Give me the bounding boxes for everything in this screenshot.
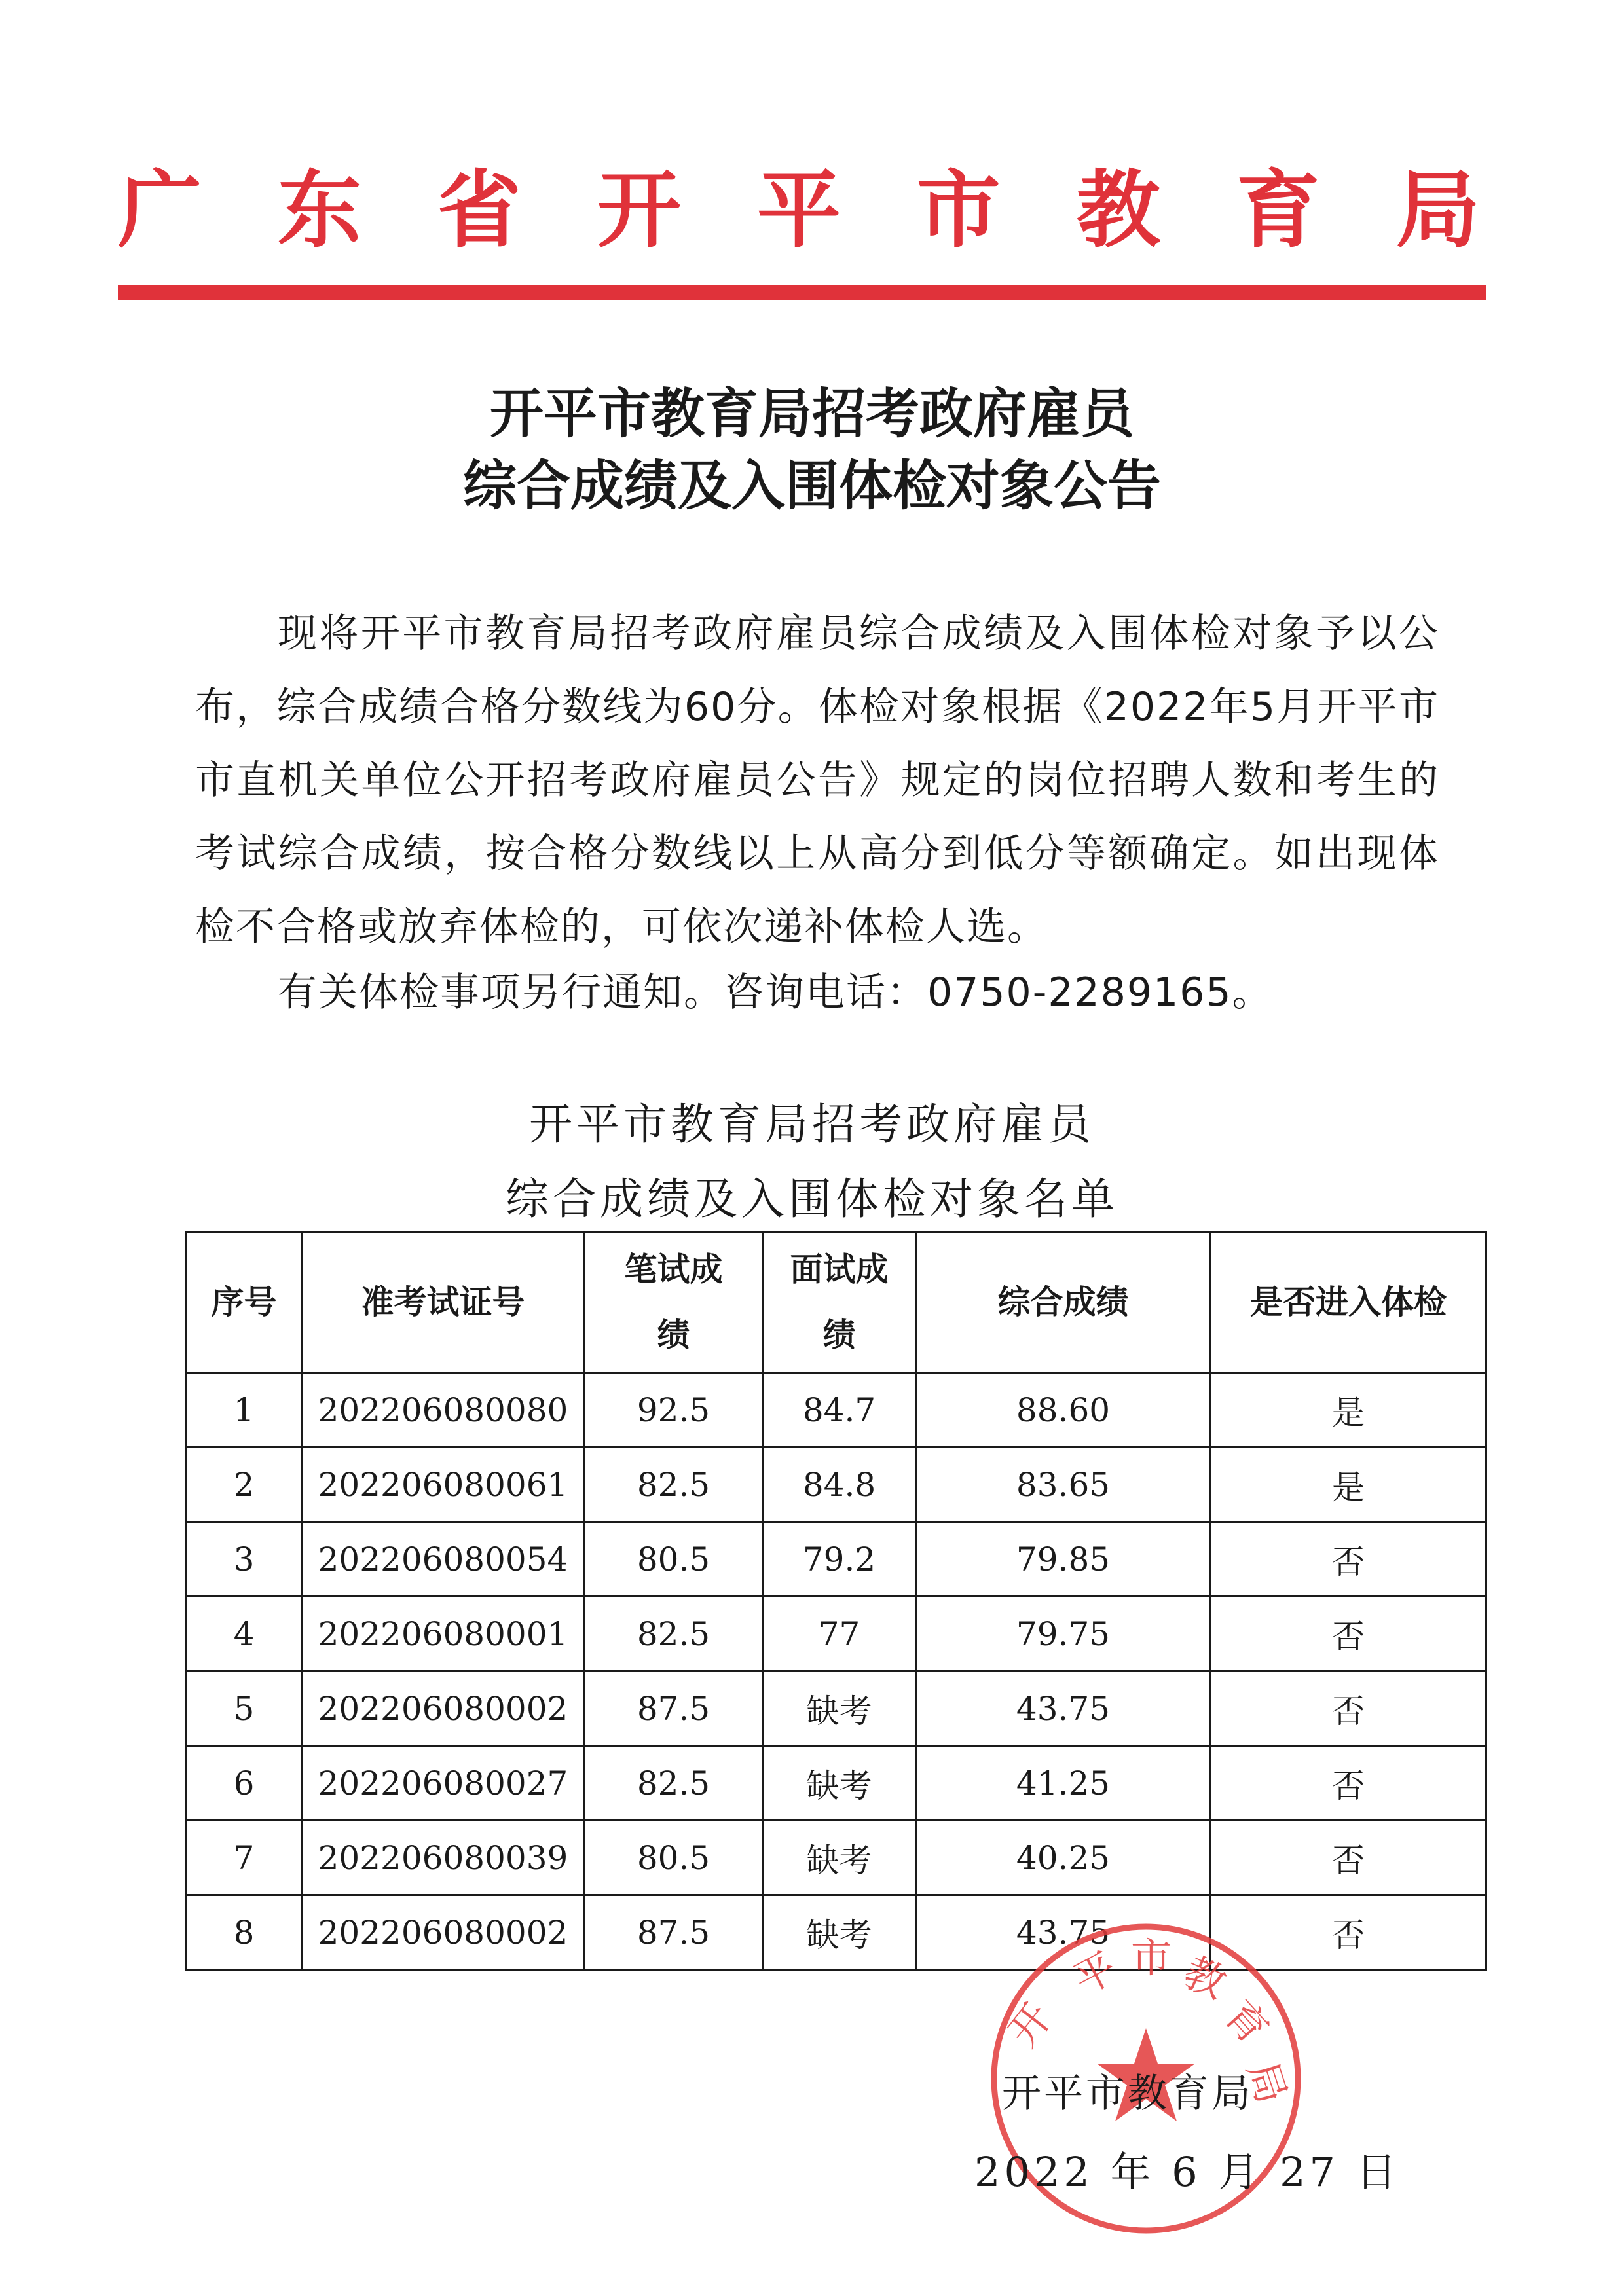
table-row [187,1448,1486,1522]
cell-total: 83.65 [916,1448,1211,1522]
letterhead-char: 广 [118,161,202,259]
header-written-line1: 笔试成 [624,1250,723,1288]
cell-physical: 否 [1211,1522,1486,1597]
cell-total: 43.75 [916,1895,1211,1970]
cell-written: 87.5 [585,1895,763,1970]
cell-interview: 77 [763,1597,916,1671]
header-interview-line1: 面试成 [790,1250,889,1288]
cell-no: 5 [187,1671,302,1746]
list-title-line2: 综合成绩及入围体检对象名单 [506,1174,1118,1224]
header-written-line2: 绩 [657,1316,690,1354]
svg-text:育: 育 [1215,1991,1278,2054]
cell-no: 8 [187,1895,302,1970]
table-row [187,1821,1486,1895]
header-written [585,1232,763,1373]
svg-text:平: 平 [1065,1942,1124,2005]
letterhead-divider [118,285,1486,300]
cell-total: 79.85 [916,1522,1211,1597]
cell-physical: 否 [1211,1895,1486,1970]
header-ticket: 准考试证号 [302,1232,585,1373]
letterhead [118,147,1480,259]
svg-text:局: 局 [1238,2056,1297,2109]
cell-no: 4 [187,1597,302,1671]
cell-written: 87.5 [585,1671,763,1746]
cell-written: 80.5 [585,1821,763,1895]
cell-ticket: 202206080027 [302,1746,585,1821]
cell-no: 7 [187,1821,302,1895]
table-row [187,1597,1486,1671]
cell-interview: 缺考 [763,1671,916,1746]
cell-total: 88.60 [916,1373,1211,1448]
signing-date: 2022 年 6 月 27 日 [974,2148,1401,2196]
cell-interview: 缺考 [763,1821,916,1895]
header-physical: 是否进入体检 [1211,1232,1486,1373]
cell-physical: 是 [1211,1448,1486,1522]
table-row [187,1522,1486,1597]
cell-total: 79.75 [916,1597,1211,1671]
cell-no: 1 [187,1373,302,1448]
letterhead-char: 局 [1395,161,1480,259]
cell-physical: 否 [1211,1821,1486,1895]
cell-ticket: 202206080039 [302,1821,585,1895]
svg-text:教: 教 [1176,1948,1234,2008]
letterhead-char: 育 [1236,161,1320,259]
header-total: 综合成绩 [916,1232,1211,1373]
cell-interview: 79.2 [763,1522,916,1597]
cell-interview: 84.8 [763,1448,916,1522]
cell-ticket: 202206080002 [302,1895,585,1970]
signing-organization: 开平市教育局 [1002,2071,1253,2117]
cell-ticket: 202206080054 [302,1522,585,1597]
table-row [187,1671,1486,1746]
letterhead-char: 平 [756,161,841,259]
letterhead-char: 市 [916,161,1001,259]
cell-written: 82.5 [585,1597,763,1671]
svg-text:市: 市 [1131,1934,1172,1982]
cell-ticket: 202206080001 [302,1597,585,1671]
letterhead-char: 省 [437,161,521,259]
cell-no: 6 [187,1746,302,1821]
cell-no: 3 [187,1522,302,1597]
document-title-line1: 开平市教育局招考政府雇员 [489,383,1134,445]
cell-total: 43.75 [916,1671,1211,1746]
body-paragraph: 有关体检事项另行通知。咨询电话：0750-2289165。 [278,970,1273,1015]
cell-written: 80.5 [585,1522,763,1597]
cell-total: 41.25 [916,1746,1211,1821]
cell-physical: 是 [1211,1373,1486,1448]
score-table [185,1231,1487,1971]
cell-written: 82.5 [585,1746,763,1821]
cell-interview: 缺考 [763,1895,916,1970]
letterhead-char: 东 [277,161,361,259]
header-interview [763,1232,916,1373]
svg-text:开: 开 [999,1994,1062,2056]
table-row [187,1373,1486,1448]
cell-ticket: 202206080061 [302,1448,585,1522]
cell-written: 82.5 [585,1448,763,1522]
cell-total: 40.25 [916,1821,1211,1895]
header-no: 序号 [187,1232,302,1373]
cell-interview: 84.7 [763,1373,916,1448]
table-header-row [187,1232,1486,1373]
letterhead-char: 开 [597,161,681,259]
cell-ticket: 202206080002 [302,1671,585,1746]
body-paragraph: 现将开平市教育局招考政府雇员综合成绩及入围体检对象予以公布，综合成绩合格分数线为60分。体检对象根据《2022年5月开平市市直机关单位公开招考政府雇员公告》规定的岗位招聘人数和考生的考试综合成绩，按合格分数线以上从高分到低分等额确定。如出现体检不合格或放弃体检的，可依次递补体检人选。 [195,611,1439,950]
cell-physical: 否 [1211,1746,1486,1821]
document-title-line2: 综合成绩及入围体检对象公告 [462,455,1161,517]
letterhead-char: 教 [1076,161,1160,259]
table-row [187,1746,1486,1821]
cell-physical: 否 [1211,1597,1486,1671]
header-interview-line2: 绩 [822,1316,856,1354]
cell-interview: 缺考 [763,1746,916,1821]
cell-no: 2 [187,1448,302,1522]
cell-written: 92.5 [585,1373,763,1448]
cell-physical: 否 [1211,1671,1486,1746]
list-title-line1: 开平市教育局招考政府雇员 [529,1099,1095,1150]
cell-ticket: 202206080080 [302,1373,585,1448]
